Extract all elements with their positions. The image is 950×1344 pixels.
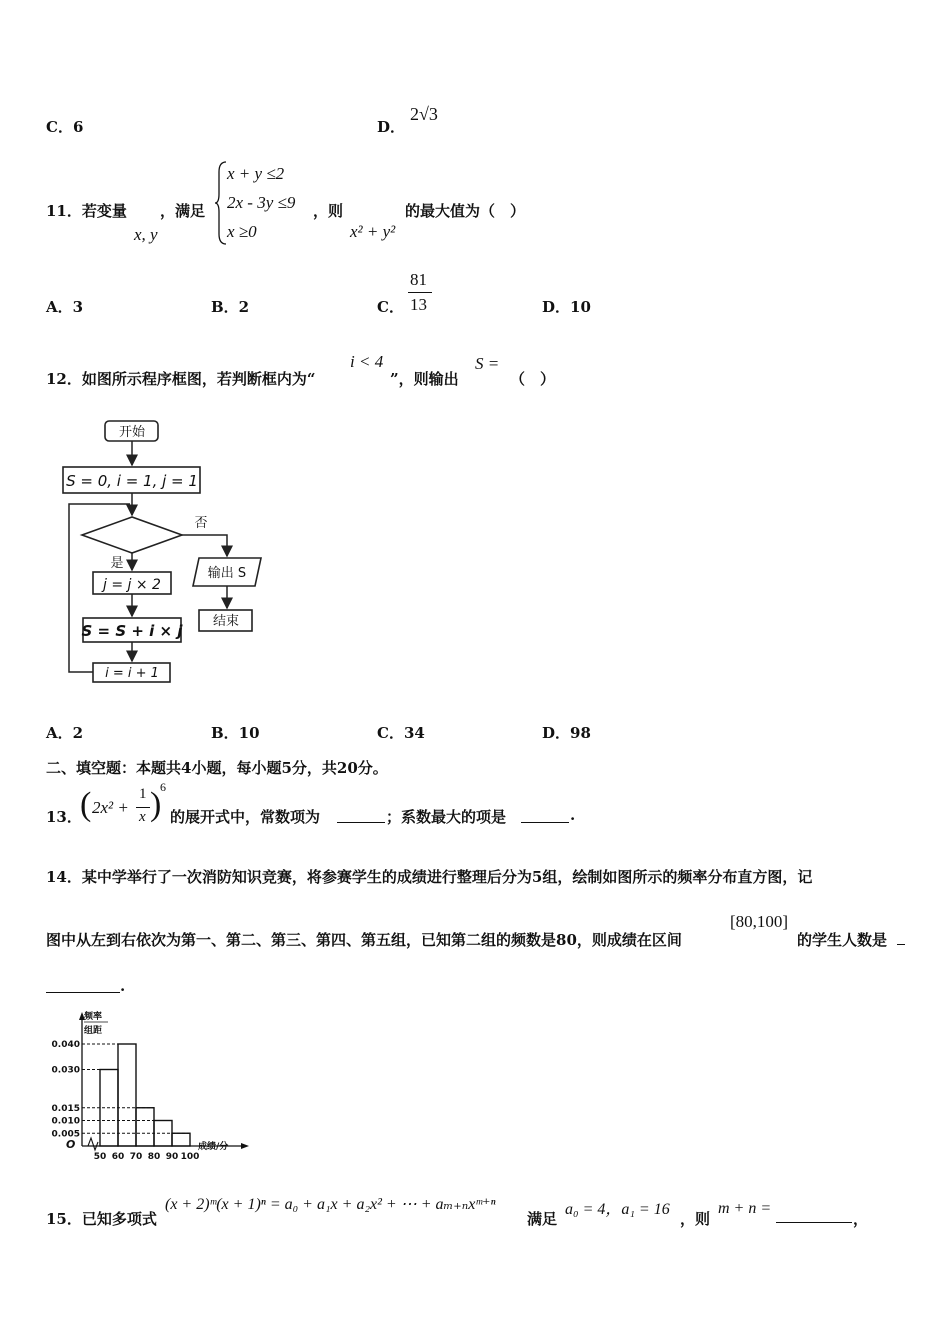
flow-step2-text: S = S + i × j bbox=[81, 622, 183, 640]
q15-end: ， bbox=[853, 1210, 869, 1228]
histogram bbox=[40, 1010, 255, 1162]
q14-line-2: 图中从左到右依次为第一、第二、第三、第四、第五组，已知第二组的频数是80，则成绩在区间 bbox=[46, 931, 682, 949]
flow-output-text: 输出 S bbox=[207, 566, 247, 581]
q14-line-3: . bbox=[120, 977, 126, 995]
y-tick-label: 0.015 bbox=[51, 1103, 80, 1114]
q11-constraint-3: x ≥0 bbox=[227, 222, 257, 241]
q12-option-c: C．34 bbox=[377, 724, 425, 742]
chart-origin: O bbox=[66, 1138, 76, 1151]
q14-blank-continued[interactable] bbox=[46, 978, 120, 993]
q13-exponent: 6 bbox=[160, 780, 166, 794]
y-tick-label: 0.005 bbox=[51, 1129, 80, 1140]
q11-expr: x² + y² bbox=[350, 222, 396, 241]
q13-blank-1[interactable] bbox=[337, 808, 385, 823]
q11-option-c-numerator: 81 bbox=[410, 270, 427, 289]
x-tick-label: 50 bbox=[93, 1152, 107, 1162]
q14-line-1: 14．某中学举行了一次消防知识竞赛，将参赛学生的成绩进行整理后分为5组，绘制如图所示的频率分布直方图，记 bbox=[46, 868, 813, 886]
q11-stem-b: ，满足 bbox=[160, 202, 206, 220]
q12-output-var: S = bbox=[475, 354, 500, 373]
q10-option-c: C．6 bbox=[46, 118, 84, 136]
flow-decision bbox=[82, 517, 182, 553]
q15-condition: a₀ = 4，a₁ = 16 bbox=[565, 1201, 670, 1218]
q13-left-paren: ( bbox=[80, 786, 92, 823]
q11-constraint-1: x + y ≤2 bbox=[227, 164, 285, 183]
q15-blank[interactable] bbox=[776, 1208, 852, 1223]
y-tick-label: 0.010 bbox=[51, 1116, 80, 1127]
q15-ask: m + n = bbox=[718, 1200, 772, 1217]
q11-option-d: D．10 bbox=[542, 298, 591, 316]
y-tick-label: 0.030 bbox=[51, 1065, 80, 1076]
q13-frac-denominator: x bbox=[139, 809, 146, 825]
q14-blank-start[interactable] bbox=[897, 930, 905, 945]
x-tick-label: 100 bbox=[180, 1152, 200, 1162]
flow-end-text: 结束 bbox=[212, 614, 240, 629]
chart-ylabel-bottom: 组距 bbox=[84, 1026, 103, 1036]
flow-step1-text: j = j × 2 bbox=[103, 577, 161, 593]
q13-right-paren: ) bbox=[150, 786, 162, 823]
q13-text-b: ；系数最大的项是 bbox=[386, 808, 507, 826]
q11-stem-c: ，则 bbox=[313, 202, 344, 220]
q12-option-a: A．2 bbox=[46, 724, 84, 742]
q13-number: 13． bbox=[46, 808, 82, 826]
q14-line-2b: 的学生人数是 bbox=[797, 931, 888, 949]
q10-option-d-math: 2√3 bbox=[410, 104, 438, 124]
flow-step3-text: i = i + 1 bbox=[105, 666, 159, 681]
q11-brace bbox=[214, 160, 228, 246]
q11-stem-a: 11．若变量 bbox=[46, 202, 127, 220]
q13-text-c: . bbox=[570, 806, 576, 824]
flow-start-text: 开始 bbox=[118, 425, 146, 440]
q11-constraint-2: 2x - 3y ≤9 bbox=[227, 193, 296, 212]
q13-frac-numerator: 1 bbox=[139, 786, 147, 802]
q11-option-c: C． bbox=[377, 298, 404, 316]
q11-vars: x, y bbox=[134, 225, 158, 244]
q13-text-a: 的展开式中，常数项为 bbox=[170, 808, 321, 826]
q11-option-c-denominator: 13 bbox=[410, 295, 427, 314]
q11-fraction-bar bbox=[408, 292, 432, 293]
bar-70-80 bbox=[136, 1108, 154, 1146]
bar-60-70 bbox=[118, 1044, 136, 1146]
x-tick-label: 60 bbox=[111, 1152, 125, 1162]
q12-stem-c: （ ） bbox=[510, 370, 556, 388]
q13-base: 2x² + bbox=[92, 798, 129, 817]
q15-polynomial: (x + 2)ᵐ(x + 1)ⁿ = a₀ + a₁x + a₂x² + ⋯ + aₘ₊ₙxᵐ⁺ⁿ bbox=[165, 1196, 496, 1213]
chart-xlabel: 成绩/分 bbox=[198, 1142, 229, 1152]
flow-yes-label: 是 bbox=[110, 556, 124, 571]
q12-option-d: D．98 bbox=[542, 724, 591, 742]
chart-ylabel-top: 频率 bbox=[84, 1012, 103, 1022]
q13-fraction-bar bbox=[136, 807, 150, 808]
flow-init-text: S = 0, i = 1, j = 1 bbox=[66, 472, 198, 490]
q11-stem-d: 的最大值为（ ） bbox=[405, 202, 526, 220]
x-tick-label: 90 bbox=[165, 1152, 179, 1162]
q11-option-b: B．2 bbox=[211, 298, 250, 316]
q12-option-b: B．10 bbox=[211, 724, 260, 742]
q11-option-a: A．3 bbox=[46, 298, 84, 316]
q14-interval: [80,100] bbox=[730, 912, 789, 931]
section-2-heading: 二、填空题：本题共4小题，每小题5分，共20分。 bbox=[46, 759, 388, 777]
flow-no-label: 否 bbox=[194, 516, 208, 531]
q15-stem-c: ，则 bbox=[680, 1210, 711, 1228]
q15-stem-a: 15．已知多项式 bbox=[46, 1210, 157, 1228]
q12-stem-a: 12．如图所示程序框图，若判断框内为“ bbox=[46, 370, 316, 388]
x-tick-label: 80 bbox=[147, 1152, 161, 1162]
flowchart bbox=[55, 415, 285, 700]
q12-condition: i < 4 bbox=[350, 352, 384, 371]
q15-stem-b: 满足 bbox=[527, 1210, 558, 1228]
y-tick-label: 0.040 bbox=[51, 1040, 80, 1050]
x-tick-label: 70 bbox=[129, 1152, 143, 1162]
q10-option-d-label: D． bbox=[377, 118, 406, 136]
q12-stem-b: ”，则输出 bbox=[390, 370, 459, 388]
q13-blank-2[interactable] bbox=[521, 808, 569, 823]
bar-90-100 bbox=[172, 1133, 190, 1146]
